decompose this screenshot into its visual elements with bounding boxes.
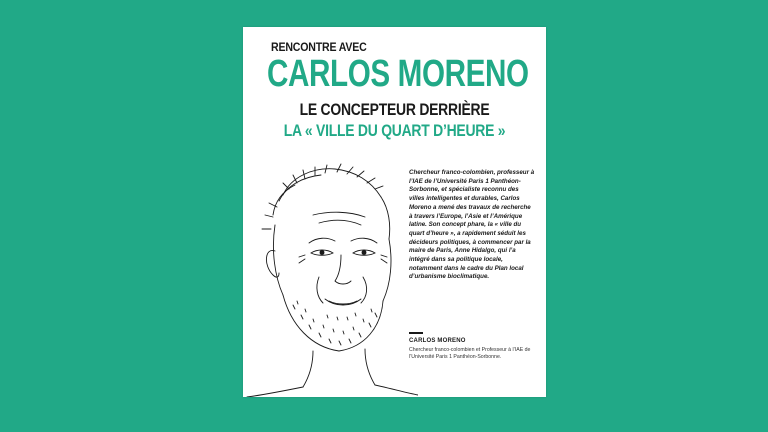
caption-description: Chercheur franco-colombien et Professeur à l’IAE de l’Université Paris 1 Panthéon-Sorbonne.	[409, 347, 531, 360]
subtitle-line-2: LA « VILLE DU QUART D’HEURE »	[283, 121, 506, 140]
kicker: RENCONTRE AVEC	[271, 42, 367, 54]
caption-name: CARLOS MORENO	[409, 338, 466, 344]
magazine-page	[243, 27, 546, 397]
portrait-illustration	[243, 155, 418, 397]
caption-divider	[409, 332, 423, 334]
subtitle-line-1: LE CONCEPTEUR DERRIÈRE	[299, 100, 490, 119]
page-title: CARLOS MORENO	[267, 53, 529, 95]
bio-text: Chercheur franco-colombien, professeur à l’IAE de l’Université Paris 1 Panthéon-Sorbonne, et spécialiste reconnu des villes intelligentes et durables, Carlos Moreno a mené des travaux de recherche à travers l’Europe, l’Asie et l’Amérique latine. Son concept phare, la « ville du quart d’heure », a rapidement séduit les décideurs politiques, à commencer par la maire de Paris, Anne Hidalgo, qui l’a intégré dans sa politique locale, notamment dans le cadre du Plan local d’urbanisme bioclimatique.	[409, 169, 535, 281]
